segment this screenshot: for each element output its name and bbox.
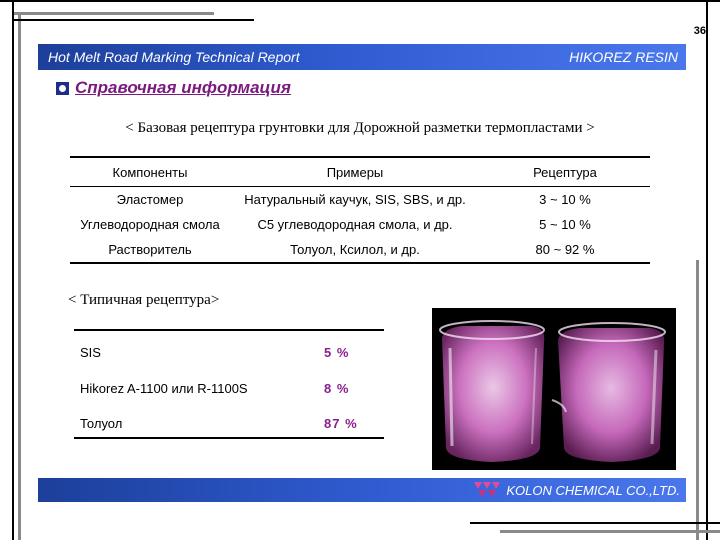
base-recipe-table (70, 156, 650, 264)
company-name: KOLON CHEMICAL CO.,LTD. (506, 482, 680, 498)
typical-recipe-title: < Типичная рецептура> (68, 292, 220, 308)
table-cell: Углеводородная смола (80, 217, 220, 232)
frame-line-top (0, 0, 720, 2)
typical-value: 5 % (324, 345, 350, 360)
table-subtitle: < Базовая рецептура грунтовки для Дорожной разметки термопластами > (125, 120, 595, 136)
table-header-row (70, 157, 650, 187)
frame-line-right-grey (696, 260, 699, 540)
typical-value: 8 % (324, 381, 350, 396)
square-bullet-icon (56, 82, 69, 95)
footer-bar (38, 478, 686, 502)
kolon-logo-icon (474, 480, 500, 501)
column-header-components: Компоненты (70, 157, 230, 187)
beakers-photo (432, 308, 676, 470)
frame-line-top-grey (14, 12, 214, 15)
frame-line-left-grey (18, 12, 21, 540)
typical-divider-bottom (74, 437, 384, 439)
typical-divider-top (74, 329, 384, 331)
beakers-illustration (432, 308, 676, 470)
table-cell: Толуол, Ксилол, и др. (230, 237, 480, 263)
header-bar (38, 44, 686, 70)
brand-title: HIKOREZ RESIN (569, 49, 678, 65)
table-cell: 3 ~ 10 % (539, 192, 591, 207)
column-header-recipe: Рецептура (480, 157, 650, 187)
right-beaker (552, 323, 665, 462)
frame-line-bottom-grey (500, 530, 720, 533)
page-number: 36 (693, 25, 706, 37)
frame-line-bottom (470, 522, 720, 524)
table-cell: C5 углеводородная смола, и др. (257, 217, 453, 232)
typical-value: 87 % (324, 416, 358, 431)
table-cell: 80 ~ 92 % (480, 237, 650, 263)
report-title: Hot Melt Road Marking Technical Report (48, 49, 300, 65)
section-heading-text: Справочная информация (75, 78, 291, 97)
frame-line-top-2 (14, 19, 254, 21)
typical-name: Толуол (80, 416, 123, 431)
table-cell: Эластомер (116, 192, 184, 207)
table-cell: Растворитель (70, 237, 230, 263)
frame-line-left (12, 0, 14, 540)
left-beaker (440, 321, 544, 462)
table-row (70, 187, 650, 213)
column-header-examples: Примеры (230, 157, 480, 187)
table-row (70, 237, 650, 263)
table-cell: Натуральный каучук, SIS, SBS, и др. (244, 192, 466, 207)
frame-line-right (706, 0, 708, 540)
typical-name: SIS (80, 345, 101, 360)
table-row (70, 212, 650, 237)
section-heading (56, 78, 291, 98)
typical-name: Hikorez A-1100 или R-1100S (80, 381, 248, 396)
table-cell: 5 ~ 10 % (539, 217, 591, 232)
